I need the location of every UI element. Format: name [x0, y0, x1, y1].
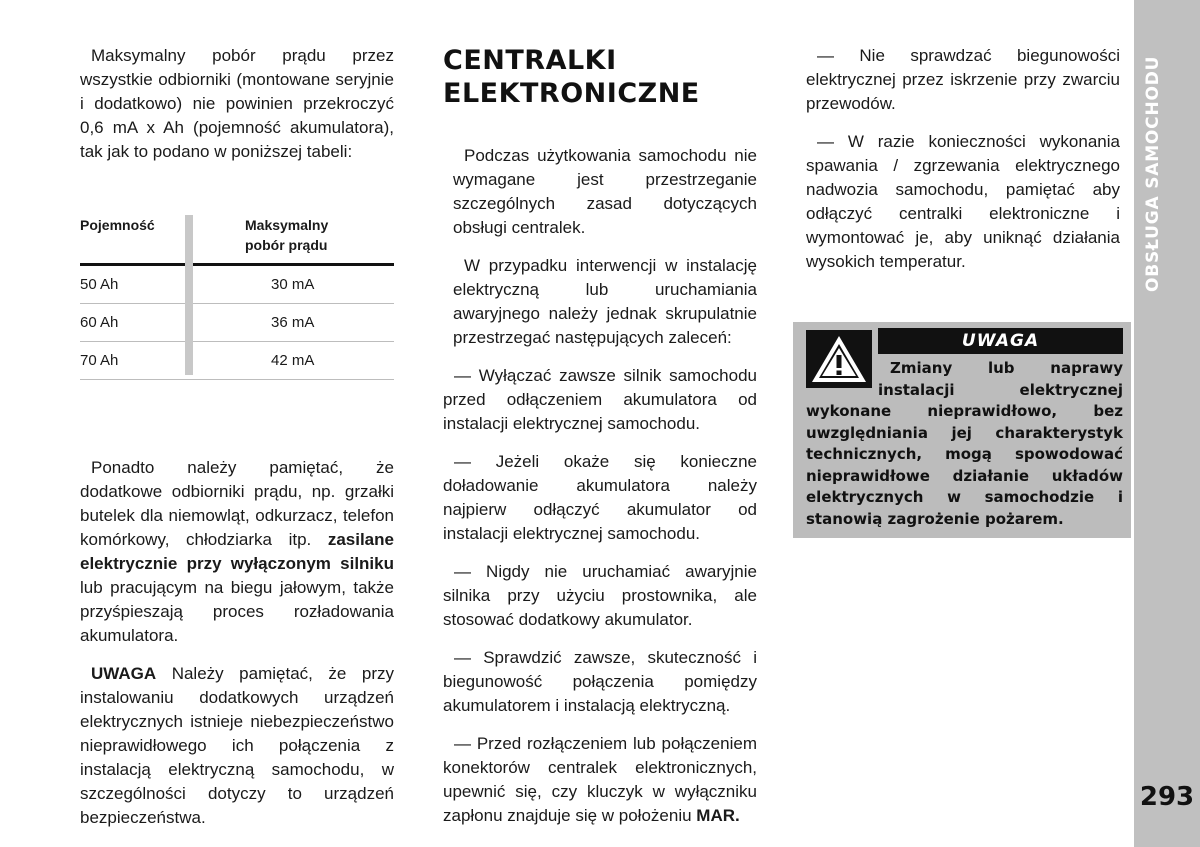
intro-paragraph: Maksymalny pobór prądu przez wszystkie odbiorniki (montowane seryjnie i dodatkowo) nie powinien przekroczyć 0,6 mA x Ah (pojemność akumulatora), tak jak to podano w poniższej tabeli: [80, 46, 394, 161]
table-divider [185, 215, 193, 375]
title-line1: CENTRALKI [443, 45, 617, 76]
list-item: — Jeżeli okaże się konieczne doładowanie akumulatora należy najpierw odłączyć akumulator od instalacji elektrycznej samochodu. [443, 452, 757, 543]
section-body [443, 144, 757, 350]
table-row [80, 342, 394, 380]
warning-label: UWAGA [878, 328, 1123, 354]
chapter-sidebar [1134, 0, 1200, 847]
table-header [80, 215, 394, 266]
current-table [80, 215, 394, 380]
note-label: UWAGA [91, 664, 157, 683]
header-max-line1: Maksymalny [245, 217, 329, 233]
list-item: — W razie konieczności wykonania spawania / zgrzewania elektrycznego nadwozia samochodu, pamiętać aby odłączyć centralki elektroniczne i wymontować je, aby uniknąć działania wysokich temperatur. [806, 132, 1120, 271]
ignition-position: MAR. [696, 806, 740, 825]
cell-current: 36 mA [271, 313, 315, 331]
consumers-text-end: lub pracującym na biegu jałowym, także przyśpieszają proces rozładowania akumulatora. [80, 578, 394, 645]
cell-capacity: 50 Ah [80, 275, 119, 293]
body-paragraph: W przypadku interwencji w instalację elektryczną lub uruchamiania awaryjnego należy jednak skrupulatnie przestrzegać następujących zaleceń: [453, 256, 757, 347]
note-text: Należy pamiętać, że przy instalowaniu dodatkowych urządzeń elektrycznych istnieje niebezpieczeństwo nieprawidłowego ich połączenia z instalacją elektryczną samochodu, w szczególności dotyczy to urządzeń bezpieczeństwa. [80, 664, 394, 827]
middle-column [443, 44, 757, 842]
cell-current: 30 mA [271, 275, 315, 293]
header-max-line2: pobór prądu [245, 237, 328, 253]
cell-current: 42 mA [271, 351, 315, 369]
warning-box [793, 322, 1131, 538]
list-item: — Sprawdzić zawsze, skuteczność i biegunowość połączenia pomiędzy akumulatorem i instalacją elektryczną. [443, 648, 757, 715]
list-item: — Nigdy nie uruchamiać awaryjnie silnika przy użyciu prostownika, ale stosować dodatkowy akumulator. [443, 562, 757, 629]
table-row [80, 266, 394, 304]
warning-triangle-icon [806, 330, 872, 388]
consumers-paragraph [80, 456, 394, 648]
title-line2: ELEKTRONICZNE [443, 78, 700, 109]
note-paragraph [80, 662, 394, 830]
list-item: — Wyłączać zawsze silnik samochodu przed odłączeniem akumulatora od instalacji elektrycznej samochodu. [443, 366, 757, 433]
left-column [80, 44, 394, 844]
header-max-current [185, 215, 394, 263]
list-item [443, 732, 757, 828]
table-row [80, 304, 394, 342]
additional-info [80, 456, 394, 830]
list-item-text: — Przed rozłączeniem lub połączeniem konektorów centralek elektronicznych, upewnić się, czy kluczyk w wyłączniku zapłonu znajduje się w położeniu [443, 734, 757, 825]
section-title [443, 44, 757, 110]
cell-capacity: 70 Ah [80, 351, 119, 369]
body-paragraph: Podczas użytkowania samochodu nie wymagane jest przestrzeganie szczególnych zasad dotyczących obsługi centralek. [453, 146, 757, 237]
header-capacity: Pojemność [80, 217, 155, 233]
page-number: 293 [1139, 782, 1195, 812]
consumers-text: Ponadto należy pamiętać, że dodatkowe odbiorniki prądu, np. grzałki butelek dla niemowląt, odkurzacz, telefon komórkowy, chłodziarka itp. [80, 458, 394, 549]
warning-text: Zmiany lub naprawy instalacji elektrycznej wykonane nieprawidłowo, bez uwzględniania jej charakterystyk technicznych, mogą spowodować nieprawidłowe działanie układów elektrycznych w samochodzie i stanowią zagrożenie pożarem. [806, 359, 1123, 528]
right-column [806, 44, 1120, 288]
chapter-title: OBSŁUGA SAMOCHODU [1143, 55, 1163, 292]
list-item: — Nie sprawdzać biegunowości elektrycznej przez iskrzenie przy zwarciu przewodów. [806, 46, 1120, 113]
cell-capacity: 60 Ah [80, 313, 119, 331]
consumers-bold: zasilane elektrycznie przy wyłączonym silniku [80, 530, 394, 573]
